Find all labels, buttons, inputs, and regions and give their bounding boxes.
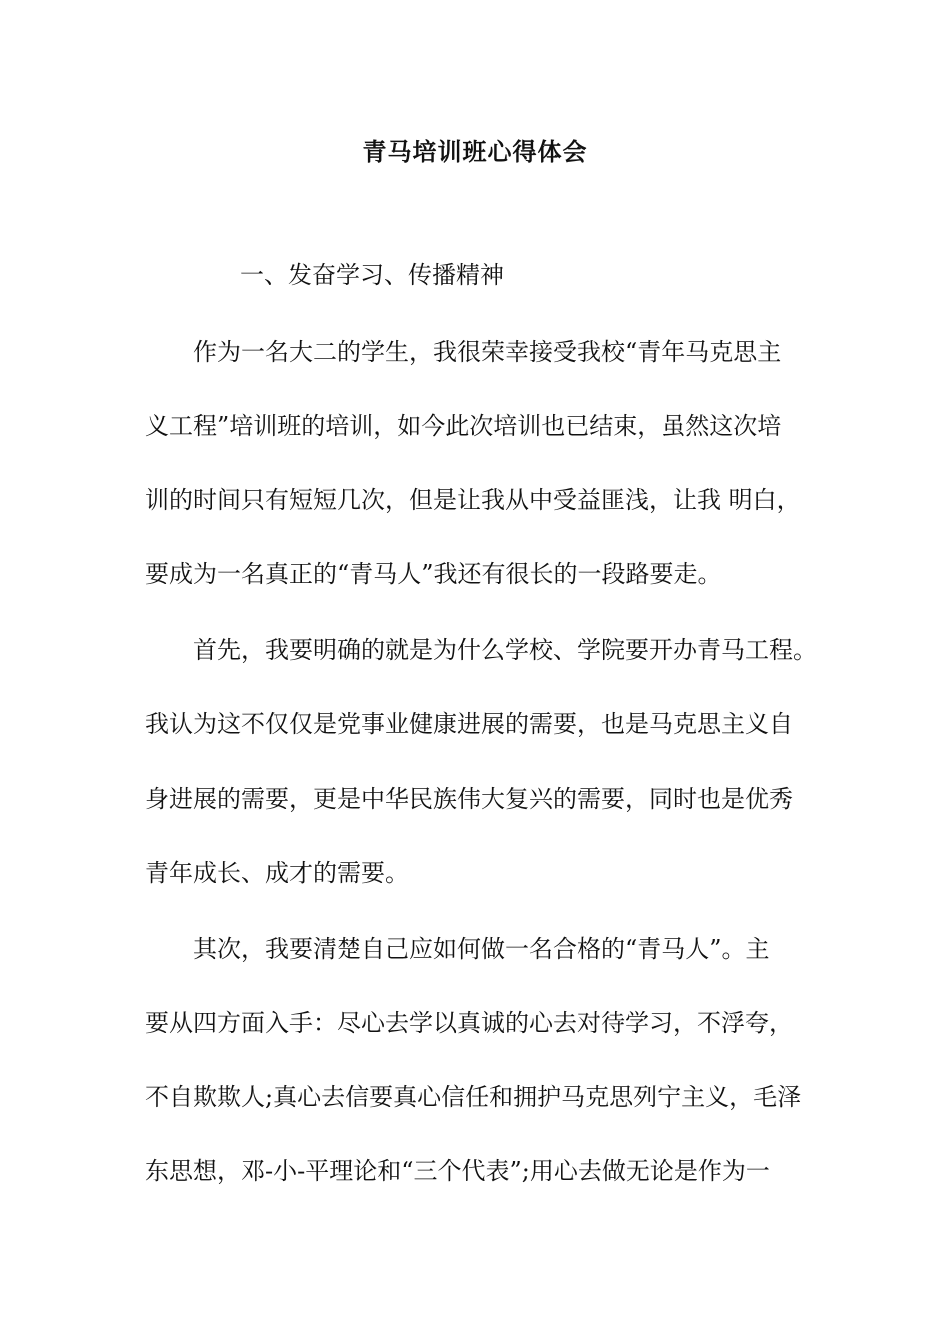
paragraph-1-line-1: 作为一名大二的学生，我很荣幸接受我校“青年马克思主 [193,338,782,366]
section-heading: 一、发奋学习、传播精神 [240,261,504,289]
paragraph-3-line-1: 其次，我要清楚自己应如何做一名合格的“青马人”。主 [193,935,770,963]
paragraph-3-line-2: 要从四方面入手：尽心去学以真诚的心去对待学习，不浮夸， [145,1009,793,1037]
paragraph-2-line-2: 我认为这不仅仅是党事业健康进展的需要，也是马克思主义自 [145,710,793,738]
paragraph-1-line-3: 训的时间只有短短几次，但是让我从中受益匪浅，让我 明白， [145,486,801,514]
paragraph-3-line-4: 东思想，邓-小-平理论和“三个代表”;用心去做无论是作为一 [145,1157,770,1185]
paragraph-1-line-2: 义工程”培训班的培训，如今此次培训也已结束，虽然这次培 [145,412,782,440]
paragraph-1-line-4: 要成为一名真正的“青马人”我还有很长的一段路要走。 [145,560,722,588]
paragraph-2-line-3: 身进展的需要，更是中华民族伟大复兴的需要，同时也是优秀 [145,785,793,813]
paragraph-2-line-1: 首先，我要明确的就是为什么学校、学院要开办青马工程。 [193,636,817,664]
paragraph-2-line-4: 青年成长、成才的需要。 [145,859,409,887]
paragraph-3-line-3: 不自欺欺人;真心去信要真心信任和拥护马克思列宁主义，毛泽 [145,1083,802,1111]
document-title: 青马培训班心得体会 [362,138,588,166]
